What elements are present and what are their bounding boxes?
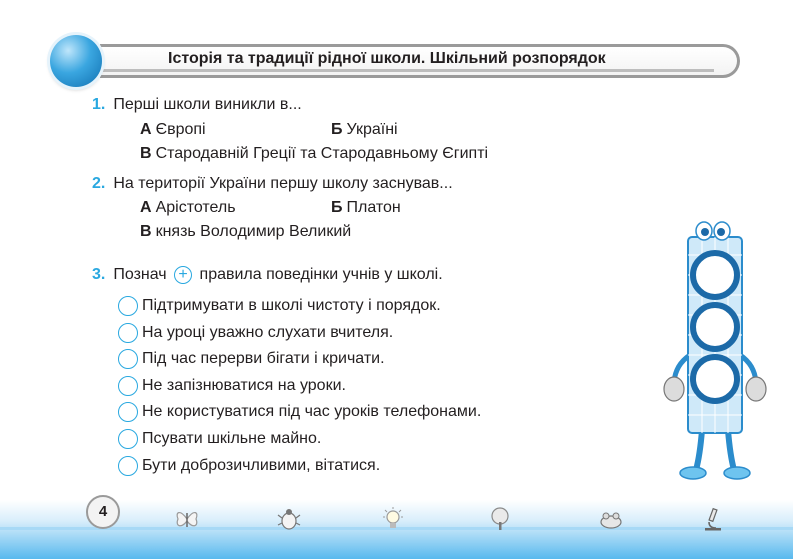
tree-icon xyxy=(487,506,513,532)
checkbox-circle[interactable] xyxy=(118,376,138,396)
question-text: На території України першу школу заснував... xyxy=(113,175,453,192)
rule-item[interactable] xyxy=(118,456,380,476)
rule-item[interactable] xyxy=(118,323,393,343)
question-text: Перші школи виникли в... xyxy=(113,96,302,113)
traffic-light-character-icon xyxy=(660,215,770,485)
question-1-option-c[interactable] xyxy=(140,145,488,163)
question-2 xyxy=(92,175,453,193)
checkbox-circle[interactable] xyxy=(118,402,138,422)
question-2-option-a[interactable] xyxy=(140,199,236,217)
option-text: князь Володимир Великий xyxy=(155,223,352,240)
checkbox-circle[interactable] xyxy=(118,323,138,343)
frog-icon xyxy=(598,506,624,532)
rule-item[interactable] xyxy=(118,349,385,369)
option-letter: В xyxy=(140,223,152,240)
page-title: Історія та традиції рідної школи. Шкільний розпорядок xyxy=(168,50,606,67)
page-number: 4 xyxy=(86,495,120,529)
question-1-option-a[interactable] xyxy=(140,121,206,139)
question-text-after: правила поведінки учнів у школі. xyxy=(199,266,443,284)
option-text: Україні xyxy=(346,121,398,138)
option-letter: Б xyxy=(331,199,343,216)
question-2-option-c[interactable] xyxy=(140,223,351,241)
plus-icon: + xyxy=(174,266,192,284)
question-2-option-b[interactable] xyxy=(331,199,401,217)
rule-text: Під час перерви бігати і кричати. xyxy=(142,350,385,367)
butterfly-icon xyxy=(174,506,200,532)
rule-text: На уроці уважно слухати вчителя. xyxy=(142,324,394,341)
option-text: Стародавній Греції та Стародавньому Єгипті xyxy=(155,145,489,162)
option-letter: А xyxy=(140,199,152,216)
option-text: Європі xyxy=(155,121,206,138)
question-3 xyxy=(92,266,443,284)
question-number: 1. xyxy=(92,96,106,113)
rule-text: Підтримувати в школі чистоту і порядок. xyxy=(142,297,441,314)
question-number: 2. xyxy=(92,175,106,192)
rule-text: Не запізнюватися на уроки. xyxy=(142,377,346,394)
option-letter: А xyxy=(140,121,152,138)
rule-item[interactable] xyxy=(118,296,441,316)
checkbox-circle[interactable] xyxy=(118,456,138,476)
beetle-icon xyxy=(276,506,302,532)
rule-text: Псувати шкільне майно. xyxy=(142,430,322,447)
checkbox-circle[interactable] xyxy=(118,296,138,316)
microscope-icon xyxy=(700,506,726,532)
option-letter: В xyxy=(140,145,152,162)
question-1 xyxy=(92,96,302,114)
checkbox-circle[interactable] xyxy=(118,429,138,449)
rule-item[interactable] xyxy=(118,402,481,422)
option-text: Арістотель xyxy=(155,199,236,216)
rule-text: Бути доброзичливими, вітатися. xyxy=(142,457,381,474)
option-text: Платон xyxy=(346,199,401,216)
option-letter: Б xyxy=(331,121,343,138)
question-number: 3. xyxy=(92,266,106,284)
lightbulb-icon xyxy=(380,506,406,532)
checkbox-circle[interactable] xyxy=(118,349,138,369)
rule-text: Не користуватися під час уроків телефонами. xyxy=(142,403,482,420)
rule-item[interactable] xyxy=(118,376,346,396)
question-text-before: Познач xyxy=(113,266,167,284)
question-1-option-b[interactable] xyxy=(331,121,398,139)
rule-item[interactable] xyxy=(118,429,321,449)
globe-icon xyxy=(50,35,102,87)
